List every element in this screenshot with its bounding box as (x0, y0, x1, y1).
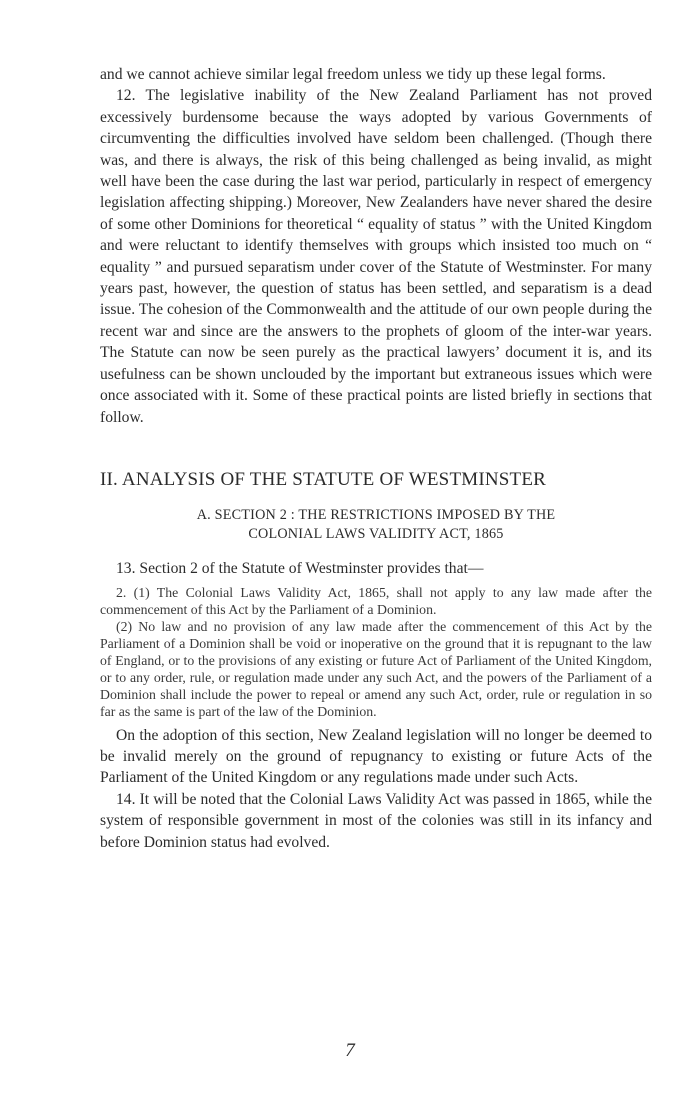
paragraph-14: 14. It will be noted that the Colonial Laws Validity Act was passed in 1865, while the system of responsible government in most of the colonies was still in its infancy and before Dominion status had evolved. (100, 790, 652, 851)
section-heading: II. ANALYSIS OF THE STATUTE OF WESTMINSTER (100, 468, 547, 490)
quote-subsection-2: (2) No law and no provision of any law made after the commencement of this Act by the Parliament of a Dominion shall be void or inoperative on the ground that it is repugnant to the law of England, or to the provisions of any existing or future Act of Parliament of the United Kingdom, or to any order, rule, or regulation made under any such Act, and the powers of the Parliament of a Dominion shall include the power to repeal or amend any such Act, order, rule or regulation in so far as the same is part of the law of the Dominion. (100, 619, 652, 719)
paragraph-13-follow: On the adoption of this section, New Zealand legislation will no longer be deemed to be invalid merely on the ground of repugnancy to existing or future Acts of the Parliament of the United Kingdom or any regulations made under such Acts. (100, 726, 652, 787)
paragraph-12: 12. The legislative inability of the New Zealand Parliament has not proved excessively burdensome because the ways adopted by various Governments of circumventing the difficulties involved have seldom been challenged. (Though there was, and there is always, the risk of this being challenged as being invalid, as might well have been the case during the last war period, particularly in respect of emergency legislation affecting shipping.) Moreover, New Zealanders have never shared the desire of some other Dominions for theoretical “ equality of status ” with the United Kingdom and were reluctant to identify themselves with groups which insisted too much on “ equality ” and pursued separatism under cover of the Statute of Westminster. For many years past, however, the question of status has been settled, and separatism is a dead issue. The cohesion of the Commonwealth and the attitude of our own people during the recent war and since are the answers to the prophets of gloom of the inter-war years. The Statute can now be seen purely as the practical lawyers’ document it is, and its usefulness can be shown unclouded by the important but extraneous issues which were once associated with it. Some of these practical points are listed briefly in sections that follow. (100, 87, 652, 426)
quote-subsection-1: 2. (1) The Colonial Laws Validity Act, 1865, shall not apply to any law made after the commencement of this Act by the Parliament of a Dominion. (100, 585, 652, 618)
paragraph-13-intro: 13. Section 2 of the Statute of Westminster provides that— (116, 559, 484, 577)
paragraph-continuation: and we cannot achieve similar legal freedom unless we tidy up these legal forms. (100, 66, 606, 83)
statute-quotation (100, 585, 652, 720)
subsection-heading (100, 506, 652, 544)
subsection-heading-line-2: COLONIAL LAWS VALIDITY ACT, 1865 (248, 525, 504, 542)
subsection-heading-line-1: A. SECTION 2 : THE RESTRICTIONS IMPOSED BY THE (196, 506, 556, 523)
page-number: 7 (345, 1040, 355, 1061)
document-page (100, 64, 652, 853)
